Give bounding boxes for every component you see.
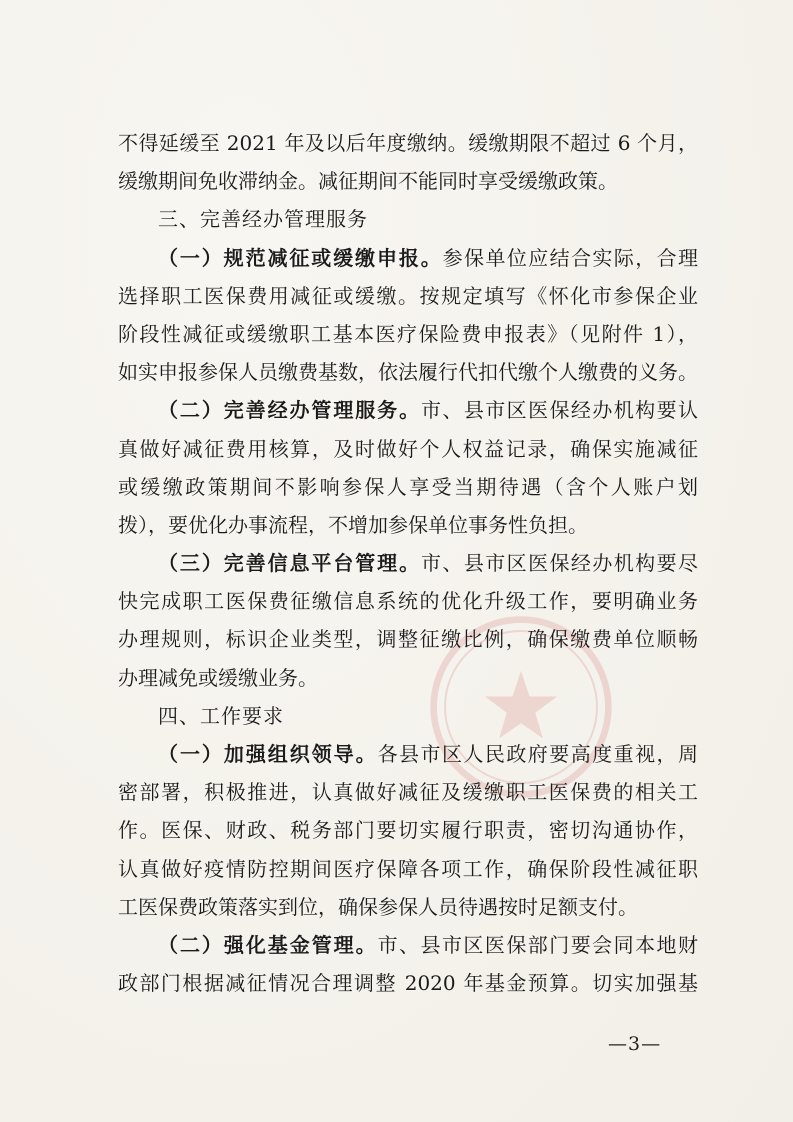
paragraph-line: （二）强化基金管理。市、县市区医保部门要会同本地财	[158, 932, 698, 957]
paragraph-line: 密部署，积极推进，认真做好减征及缓缴职工医保费的相关工	[118, 780, 698, 805]
item-title: （二）强化基金管理。	[158, 932, 378, 957]
item-title: （二）完善经办管理服务。	[158, 398, 421, 423]
paragraph-line: （一）规范减征或缓缴申报。参保单位应结合实际，合理	[158, 245, 698, 270]
paragraph-line: 办理规则，标识企业类型，调整征缴比例，确保缴费单位顺畅	[118, 627, 698, 652]
paragraph-line: 如实申报参保人员缴费基数，依法履行代扣代缴个人缴费的义务。	[118, 360, 698, 385]
paragraph-line: 办理减免或缓缴业务。	[118, 665, 318, 690]
paragraph-line: 真做好减征费用核算，及时做好个人权益记录，确保实施减征	[118, 436, 698, 461]
item-title: （一）规范减征或缓缴申报。	[158, 245, 443, 270]
paragraph-line: 缓缴期间免收滞纳金。减征期间不能同时享受缓缴政策。	[118, 169, 618, 194]
paragraph-line: 拨），要优化办事流程，不增加参保单位事务性负担。	[118, 512, 588, 537]
paragraph-line: 工医保费政策落实到位，确保参保人员待遇按时足额支付。	[118, 894, 638, 919]
paragraph-line: 快完成职工医保费征缴信息系统的优化升级工作，要明确业务	[118, 589, 698, 614]
section-heading: 四、工作要求	[158, 703, 284, 728]
paragraph-line: （一）加强组织领导。各县市区人民政府要高度重视，周	[158, 742, 698, 766]
paragraph-line: 选择职工医保费用减征或缓缴。按规定填写《怀化市参保企业	[118, 283, 698, 308]
paragraph-line: 认真做好疫情防控期间医疗保障各项工作，确保阶段性减征职	[118, 856, 698, 881]
paragraph-line: 政部门根据减征情况合理调整 2020 年基金预算。切实加强基	[118, 971, 698, 996]
paragraph-line: 不得延缓至 2021 年及以后年度缴纳。缓缴期限不超过 6 个月，	[118, 131, 698, 155]
paragraph-line: 作。医保、财政、税务部门要切实履行职责，密切沟通协作，	[118, 818, 698, 843]
document-body	[118, 124, 698, 1002]
paragraph-line: （二）完善经办管理服务。市、县市区医保经办机构要认	[158, 398, 698, 423]
item-title: （三）完善信息平台管理。	[158, 551, 421, 576]
item-title: （一）加强组织领导。	[158, 742, 378, 766]
section-heading: 三、完善经办管理服务	[158, 207, 368, 232]
paragraph-line: 或缓缴政策期间不影响参保人享受当期待遇（含个人账户划	[118, 474, 698, 499]
page-number: —3—	[608, 1033, 662, 1055]
paragraph-line: （三）完善信息平台管理。市、县市区医保经办机构要尽	[158, 551, 698, 576]
paragraph-line: 阶段性减征或缓缴职工基本医疗保险费申报表》（见附件 1），	[118, 321, 698, 346]
